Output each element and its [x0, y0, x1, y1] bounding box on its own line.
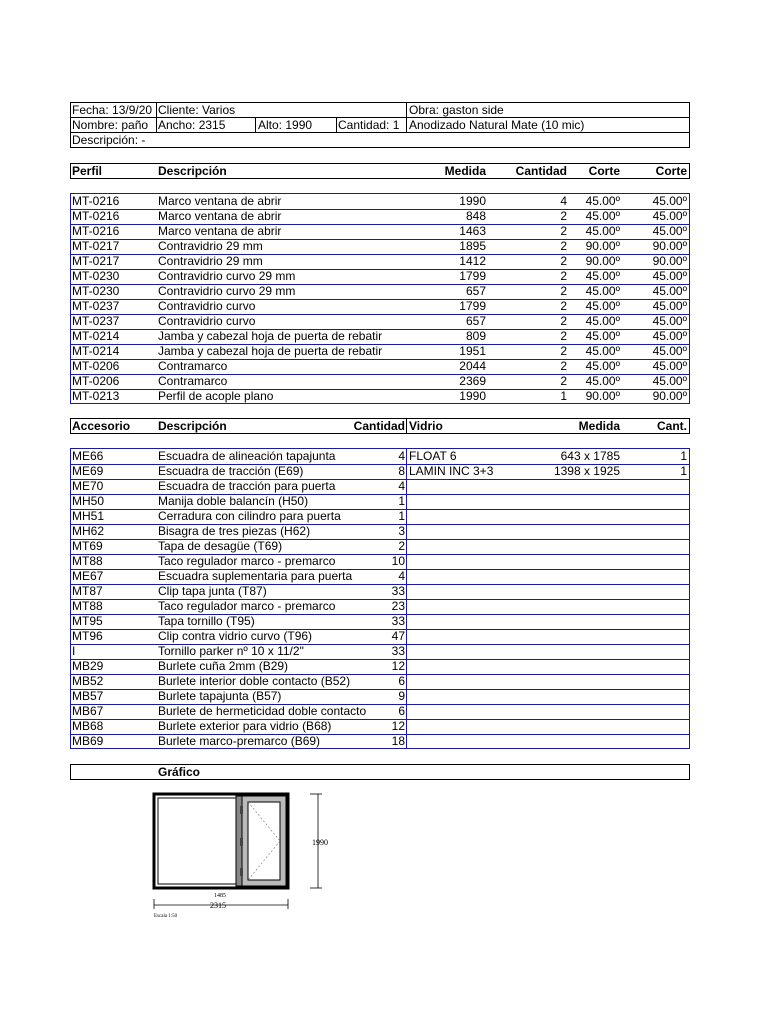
accesorio-row-divider [70, 719, 690, 720]
accesorio-descripcion: Manija doble balancín (H50) [158, 494, 309, 508]
perfil-row-divider [70, 224, 690, 225]
accesorio-descripcion: Escuadra de tracción para puerta [158, 479, 336, 493]
accesorio-cantidad: 6 [398, 674, 405, 688]
accesorio-code: MB57 [72, 689, 104, 703]
perfiles-col-corte-1: Corte [588, 164, 620, 178]
vidrio-tipo: LAMIN INC 3+3 [409, 464, 494, 478]
accesorios-col-cantidad: Cantidad [353, 419, 405, 433]
vidrio-cant: 1 [680, 464, 687, 478]
accesorio-row-divider [70, 659, 690, 660]
perfil-cantidad: 2 [560, 374, 567, 388]
perfil-corte-2: 45.00º [652, 314, 687, 328]
accesorio-code: MH50 [72, 494, 105, 508]
perfil-row-divider [70, 344, 690, 345]
perfil-row-divider [70, 359, 690, 360]
perfil-row-divider [70, 239, 690, 240]
accesorio-code: MT69 [72, 539, 103, 553]
accesorio-cantidad: 33 [391, 644, 405, 658]
accesorio-descripcion: Taco regulador marco - premarco [158, 554, 336, 568]
perfil-descripcion: Jamba y cabezal hoja de puerta de rebatir [158, 329, 383, 343]
perfil-descripcion: Contravidrio curvo 29 mm [158, 269, 296, 283]
accesorio-cantidad: 12 [391, 719, 405, 733]
perfil-corte-2: 45.00º [652, 374, 687, 388]
perfil-code: MT-0216 [72, 224, 120, 238]
window-hinge-3 [240, 868, 243, 876]
vidrio-medida: 643 x 1785 [560, 449, 620, 463]
accesorio-descripcion: Tapa de desagüe (T69) [158, 539, 283, 553]
accesorio-cantidad: 12 [391, 659, 405, 673]
perfil-corte-2: 45.00º [652, 344, 687, 358]
perfil-corte-2: 45.00º [652, 329, 687, 343]
accesorio-cantidad: 9 [398, 689, 405, 703]
accesorio-code: MT88 [72, 599, 103, 613]
perfil-descripcion: Contravidrio 29 mm [158, 254, 263, 268]
perfil-code: MT-0206 [72, 359, 120, 373]
perfil-corte-1: 45.00º [585, 359, 620, 373]
perfil-descripcion: Jamba y cabezal hoja de puerta de rebatir [158, 344, 383, 358]
perfil-descripcion: Contramarco [158, 359, 228, 373]
perfil-medida: 2369 [459, 374, 486, 388]
perfil-descripcion: Marco ventana de abrir [158, 194, 282, 208]
perfil-corte-1: 45.00º [585, 284, 620, 298]
perfil-cantidad: 2 [560, 224, 567, 238]
accesorio-code: MB67 [72, 704, 104, 718]
perfil-cantidad: 4 [560, 194, 567, 208]
perfil-row-divider [70, 254, 690, 255]
accesorio-descripcion: Escuadra de tracción (E69) [158, 464, 304, 478]
accesorio-row-divider [70, 464, 690, 465]
perfil-code: MT-0214 [72, 329, 120, 343]
accesorio-descripcion: Escuadra suplementaria para puerta [158, 569, 353, 583]
accesorio-cantidad: 10 [391, 554, 405, 568]
perfil-cantidad: 2 [560, 284, 567, 298]
dim-parcial-text: 1485 [214, 893, 226, 899]
perfil-medida: 1463 [459, 224, 486, 238]
accesorio-code: MB69 [72, 734, 104, 748]
perfil-code: MT-0217 [72, 254, 120, 268]
perfil-corte-2: 45.00º [652, 359, 687, 373]
accesorio-cantidad: 47 [391, 629, 405, 643]
perfiles-col-corte-2: Corte [655, 164, 687, 178]
header-vline-a [156, 102, 157, 132]
accesorio-row-divider [70, 614, 690, 615]
perfil-code: MT-0214 [72, 344, 120, 358]
perfil-corte-2: 90.00º [652, 254, 687, 268]
perfil-descripcion: Contravidrio curvo [158, 314, 256, 328]
perfil-code: MT-0206 [72, 374, 120, 388]
accesorio-cantidad: 3 [398, 524, 405, 538]
accesorio-row-divider [70, 494, 690, 495]
accesorio-row-divider [70, 524, 690, 525]
accesorio-cantidad: 18 [391, 734, 405, 748]
perfil-medida: 1799 [459, 269, 486, 283]
perfil-cantidad: 1 [560, 389, 567, 403]
accesorio-descripcion: Cerradura con cilindro para puerta [158, 509, 341, 523]
accesorio-code: MB29 [72, 659, 104, 673]
perfil-corte-1: 45.00º [585, 209, 620, 223]
accesorio-row-divider [70, 569, 690, 570]
header-obra: Obra: gaston side [409, 103, 504, 117]
accesorio-code: MB52 [72, 674, 104, 688]
accesorio-row-divider [70, 689, 690, 690]
perfil-row-divider [70, 314, 690, 315]
perfil-descripcion: Marco ventana de abrir [158, 209, 282, 223]
accesorios-col-cant: Cant. [657, 419, 687, 433]
perfil-row-divider [70, 299, 690, 300]
perfil-code: MT-0217 [72, 239, 120, 253]
perfiles-col-cantidad: Cantidad [515, 164, 567, 178]
accesorio-descripcion: Escuadra de alineación tapajunta [158, 449, 336, 463]
perfil-cantidad: 2 [560, 314, 567, 328]
header-cliente: Cliente: Varios [158, 103, 236, 117]
accesorio-row-divider [70, 704, 690, 705]
accesorio-code: MH51 [72, 509, 105, 523]
perfil-corte-1: 45.00º [585, 194, 620, 208]
accesorio-cantidad: 1 [398, 494, 405, 508]
accesorio-row-divider [70, 599, 690, 600]
perfil-cantidad: 2 [560, 254, 567, 268]
perfil-corte-1: 45.00º [585, 344, 620, 358]
perfil-row-divider [70, 329, 690, 330]
accesorio-code: ME69 [72, 464, 104, 478]
perfil-descripcion: Marco ventana de abrir [158, 224, 282, 238]
accesorio-row-divider [70, 734, 690, 735]
window-hinge-2 [240, 838, 243, 846]
window-left-glass [158, 798, 236, 884]
header-vline-c [255, 117, 256, 132]
perfil-cantidad: 2 [560, 344, 567, 358]
window-drawing [140, 786, 340, 920]
perfil-row-divider [70, 269, 690, 270]
accesorio-row-divider [70, 509, 690, 510]
accesorio-cantidad: 4 [398, 479, 405, 493]
accesorio-cantidad: 33 [391, 584, 405, 598]
accesorio-code: MT88 [72, 554, 103, 568]
accesorio-cantidad: 33 [391, 614, 405, 628]
accesorio-code: ME67 [72, 569, 104, 583]
perfil-corte-1: 45.00º [585, 269, 620, 283]
header-cantidad: Cantidad: 1 [338, 118, 400, 132]
perfil-corte-2: 45.00º [652, 194, 687, 208]
accesorio-code: ME70 [72, 479, 104, 493]
perfil-descripcion: Contravidrio 29 mm [158, 239, 263, 253]
accesorio-descripcion: Bisagra de tres piezas (H62) [158, 524, 311, 538]
perfil-medida: 657 [465, 284, 486, 298]
accesorio-descripcion: Clip tapa junta (T87) [158, 584, 267, 598]
perfil-corte-2: 45.00º [652, 209, 687, 223]
perfil-descripcion: Perfil de acople plano [158, 389, 274, 403]
accesorio-code: MT95 [72, 614, 103, 628]
accesorio-descripcion: Tornillo parker nº 10 x 11/2" [158, 644, 304, 658]
perfil-medida: 1412 [459, 254, 486, 268]
escala-note: Escala 1:50 [154, 914, 178, 919]
accesorio-descripcion: Burlete exterior para vidrio (B68) [158, 719, 332, 733]
perfil-row-divider [70, 209, 690, 210]
perfil-corte-2: 45.00º [652, 269, 687, 283]
perfil-corte-1: 45.00º [585, 374, 620, 388]
accesorio-code: MB68 [72, 719, 104, 733]
accesorio-descripcion: Burlete de hermeticidad doble contacto [158, 704, 367, 718]
header-descripcion: Descripción: - [72, 133, 146, 147]
perfil-medida: 1799 [459, 299, 486, 313]
perfil-cantidad: 2 [560, 359, 567, 373]
perfil-row-divider [70, 284, 690, 285]
perfil-code: MT-0230 [72, 269, 120, 283]
perfil-code: MT-0216 [72, 194, 120, 208]
perfil-corte-2: 45.00º [652, 284, 687, 298]
window-hinge-1 [240, 806, 243, 814]
perfil-medida: 2044 [459, 359, 486, 373]
accesorio-code: ME66 [72, 449, 104, 463]
accesorio-cantidad: 6 [398, 704, 405, 718]
grafico-label: Gráfico [158, 765, 201, 779]
perfil-corte-1: 90.00º [585, 239, 620, 253]
header-alto: Alto: 1990 [258, 118, 313, 132]
perfiles-col-medida: Medida [444, 164, 486, 178]
accesorio-descripcion: Tapa tornillo (T95) [158, 614, 255, 628]
window-sash-glass [248, 802, 280, 880]
accesorio-cantidad: 8 [398, 464, 405, 478]
perfil-medida: 848 [465, 209, 486, 223]
perfil-corte-1: 90.00º [585, 254, 620, 268]
perfil-corte-2: 90.00º [652, 239, 687, 253]
header-ancho: Ancho: 2315 [158, 118, 226, 132]
perfil-medida: 1990 [459, 389, 486, 403]
dim-alto-text: 1990 [312, 838, 328, 847]
accesorio-descripcion: Burlete marco-premarco (B69) [158, 734, 321, 748]
perfil-descripcion: Contravidrio curvo 29 mm [158, 284, 296, 298]
perfiles-col-perfil: Perfil [72, 164, 103, 178]
perfil-cantidad: 2 [560, 299, 567, 313]
perfil-cantidad: 2 [560, 209, 567, 223]
perfil-cantidad: 2 [560, 269, 567, 283]
perfil-row-divider [70, 374, 690, 375]
perfil-medida: 657 [465, 314, 486, 328]
perfil-corte-1: 90.00º [585, 389, 620, 403]
vidrio-cant: 1 [680, 449, 687, 463]
header-vline-b [406, 102, 407, 132]
accesorios-col-vidrio: Vidrio [409, 419, 443, 433]
accesorio-row-divider [70, 539, 690, 540]
dim-ancho-text: 2315 [210, 901, 226, 910]
perfil-code: MT-0237 [72, 299, 120, 313]
accesorio-descripcion: Taco regulador marco - premarco [158, 599, 336, 613]
accesorio-row-divider [70, 584, 690, 585]
perfil-medida: 809 [465, 329, 486, 343]
accesorios-col-descripcion: Descripción [158, 419, 227, 433]
accesorios-col-accesorio: Accesorio [72, 419, 131, 433]
accesorios-header-divider [406, 418, 407, 434]
accesorios-col-medida: Medida [578, 419, 620, 433]
perfil-medida: 1895 [459, 239, 486, 253]
accesorio-code: MT87 [72, 584, 103, 598]
perfil-corte-2: 45.00º [652, 224, 687, 238]
header-nombre: Nombre: paño [72, 118, 149, 132]
perfil-corte-1: 45.00º [585, 299, 620, 313]
accesorio-cantidad: 1 [398, 509, 405, 523]
perfil-code: MT-0237 [72, 314, 120, 328]
accesorio-row-divider [70, 629, 690, 630]
accesorio-row-divider [70, 644, 690, 645]
accesorio-code: I [72, 644, 76, 658]
accesorio-cantidad: 23 [391, 599, 405, 613]
perfil-code: MT-0230 [72, 284, 120, 298]
perfil-code: MT-0216 [72, 209, 120, 223]
perfil-corte-2: 45.00º [652, 299, 687, 313]
perfil-corte-1: 45.00º [585, 314, 620, 328]
perfil-corte-1: 45.00º [585, 224, 620, 238]
accesorio-descripcion: Burlete cuña 2mm (B29) [158, 659, 289, 673]
accesorio-cantidad: 4 [398, 449, 405, 463]
perfil-code: MT-0213 [72, 389, 120, 403]
accesorio-cantidad: 2 [398, 539, 405, 553]
header-vline-d [336, 117, 337, 132]
accesorio-row-divider [70, 674, 690, 675]
accesorio-code: MH62 [72, 524, 105, 538]
accesorio-descripcion: Burlete tapajunta (B57) [158, 689, 282, 703]
perfil-row-divider [70, 389, 690, 390]
accesorio-code: MT96 [72, 629, 103, 643]
perfil-corte-2: 90.00º [652, 389, 687, 403]
accesorio-row-divider [70, 479, 690, 480]
header-fecha: Fecha: 13/9/20 [72, 103, 153, 117]
accesorio-descripcion: Clip contra vidrio curvo (T96) [158, 629, 313, 643]
perfil-descripcion: Contramarco [158, 374, 228, 388]
perfil-cantidad: 2 [560, 239, 567, 253]
accesorio-row-divider [70, 554, 690, 555]
vidrio-tipo: FLOAT 6 [409, 449, 457, 463]
perfil-medida: 1990 [459, 194, 486, 208]
perfil-medida: 1951 [459, 344, 486, 358]
perfiles-col-descripcion: Descripción [158, 164, 227, 178]
perfil-descripcion: Contravidrio curvo [158, 299, 256, 313]
vidrio-medida: 1398 x 1925 [553, 464, 620, 478]
perfil-corte-1: 45.00º [585, 329, 620, 343]
accesorio-cantidad: 4 [398, 569, 405, 583]
accesorio-descripcion: Burlete interior doble contacto (B52) [158, 674, 351, 688]
header-acabado: Anodizado Natural Mate (10 mic) [409, 118, 585, 132]
perfil-cantidad: 2 [560, 329, 567, 343]
